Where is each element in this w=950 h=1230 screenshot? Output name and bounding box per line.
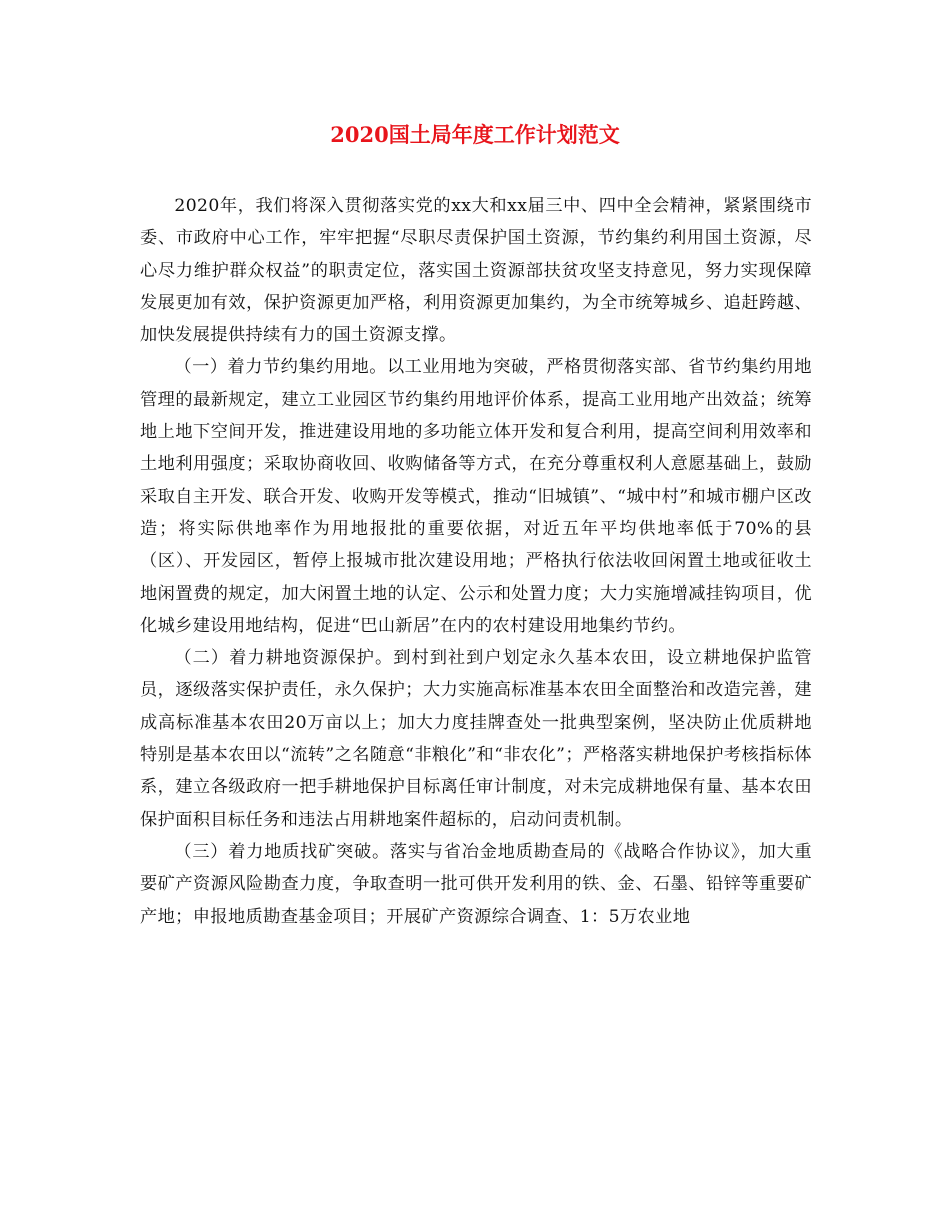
paragraph-section-1: （一）着力节约集约用地。以工业用地为突破，严格贯彻落实部、省节约集约用地管理的最新规定，建立工业园区节约集约用地评价体系，提高工业用地产出效益；统筹地上地下空间开发，推进建设用地的多功能立体开发和复合利用，提高空间利用效率和土地利用强度；采取协商收回、收购储备等方式，在充分尊重权利人意愿基础上，鼓励采取自主开发、联合开发、收购开发等模式，推动“旧城镇”、“城中村”和城市棚户区改造；将实际供地率作为用地报批的重要依据，对近五年平均供地率低于70%的县（区）、开发园区，暂停上报城市批次建设用地；严格执行依法收回闲置土地或征收土地闲置费的规定，加大闲置土地的认定、公示和处置力度；大力实施增减挂钩项目，优化城乡建设用地结构，促进“巴山新居”在内的农村建设用地集约节约。 xyxy=(140,357,812,636)
paragraph-intro: 2020年，我们将深入贯彻落实党的xx大和xx届三中、四中全会精神，紧紧围绕市委、市政府中心工作，牢牢把握“尽职尽责保护国土资源，节约集约利用国土资源，尽心尽力维护群众权益”的职责定位，落实国土资源部扶贫攻坚支持意见，努力实现保障发展更加有效，保护资源更加严格，利用资源更加集约，为全市统筹城乡、追赶跨越、加快发展提供持续有力的国土资源支撑。 xyxy=(140,196,812,346)
paragraph-section-3: （三）着力地质找矿突破。落实与省冶金地质勘查局的《战略合作协议》，加大重要矿产资源风险勘查力度，争取查明一批可供开发利用的铁、金、石墨、铅锌等重要矿产地；申报地质勘查基金项目；开展矿产资源综合调查、1：5万农业地 xyxy=(140,841,812,927)
document-title: 2020国土局年度工作计划范文 xyxy=(330,122,620,147)
document-body xyxy=(140,190,812,933)
paragraph-section-2: （二）着力耕地资源保护。到村到社到户划定永久基本农田，设立耕地保护监管员，逐级落实保护责任，永久保护；大力实施高标准基本农田全面整治和改造完善，建成高标准基本农田20万亩以上；加大力度挂牌查处一批典型案例，坚决防止优质耕地特别是基本农田以“流转”之名随意“非粮化”和“非农化”；严格落实耕地保护考核指标体系，建立各级政府一把手耕地保护目标离任审计制度，对未完成耕地保有量、基本农田保护面积目标任务和违法占用耕地案件超标的，启动问责机制。 xyxy=(140,648,812,830)
